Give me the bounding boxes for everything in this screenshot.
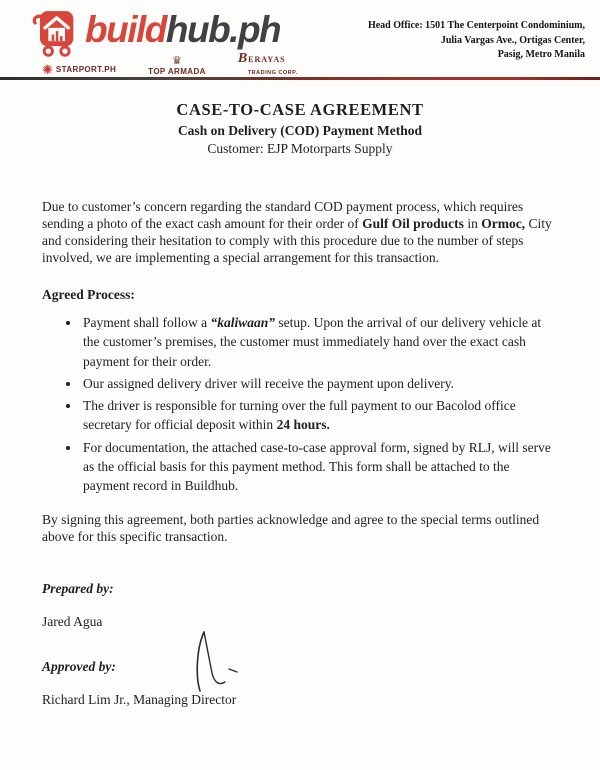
document-subtitle: Cash on Delivery (COD) Payment Method (177, 123, 423, 138)
head-office-address (368, 19, 585, 76)
prepared-by-label: Prepared by: (42, 580, 114, 596)
partner-top-armada (148, 56, 206, 76)
partner-label: STARPORT.PH (55, 65, 117, 74)
partner-starport (42, 63, 116, 76)
address-line: Head Office: 1501 The Centerpoint Condominium, (367, 20, 585, 31)
title-block (0, 100, 600, 157)
cart-house-icon (30, 6, 80, 58)
prepared-by-block (42, 581, 558, 630)
brand-logotype (85, 8, 281, 54)
prepared-by-name: Jared Agua (42, 613, 103, 629)
brand-area (30, 6, 298, 76)
closing-paragraph: By signing this agreement, both parties acknowledge and agree to the special terms outlined above for this specific transaction. (42, 511, 540, 544)
address-line: Pasig, Metro Manila (497, 49, 585, 60)
partner-logos-row (42, 52, 298, 76)
partner-sublabel: TRADING CORP. (247, 70, 298, 76)
brand-name-secondary: hub.ph (165, 8, 281, 50)
approved-by-block (42, 659, 558, 708)
monogram-b-icon: BERAYAS (237, 51, 286, 66)
address-line: Julia Vargas Ave., Ortigas Center, (440, 34, 585, 46)
partner-berayas (238, 51, 298, 76)
crown-icon: ♛ (172, 55, 182, 67)
approved-by-label: Approved by: (42, 658, 116, 674)
approved-by-name: Richard Lim Jr., Managing Director (42, 691, 237, 707)
bullet-item-documentation: • For documentation, the attached case-to-case approval form, signed by RLJ, will serve as the official basis for this payment method. This form shall be attached to the payment record in Buildhub. (81, 438, 558, 496)
starburst-icon: ✺ (42, 62, 53, 77)
bullet-item-payment-kaliwaan: • Payment shall follow a “kaliwaan” setup. Upon the arrival of our delivery vehicle at the customer’s premises, the customer must immediately hand over the exact cash payment for their order. (81, 313, 558, 371)
bullet-item-deposit-24-hours: • The driver is responsible for turning over the full payment to our Bacolod office secretary for official deposit within 24 hours. (81, 396, 558, 435)
document-header (0, 0, 600, 76)
header-divider-rule (0, 77, 600, 80)
agreed-process-list (42, 313, 558, 496)
signature-scribble (192, 629, 244, 695)
bullet-item-driver-receives: • Our assigned delivery driver will receive the payment upon delivery. (81, 374, 558, 393)
agreed-process-heading: Agreed Process: (42, 287, 135, 302)
document-title: CASE-TO-CASE AGREEMENT (176, 100, 424, 119)
document-body (0, 198, 600, 708)
brand-name-primary: build (85, 8, 166, 50)
customer-line: Customer: EJP Motorparts Supply (207, 141, 393, 156)
intro-paragraph: Due to customer’s concern regarding the standard COD payment process, which requires sending a photo of the exact cash amount for their order of Gulf Oil products in Ormoc, City and considering their hesitation to comply with this procedure due to the number of steps involved, we are implementing a special arrangement for this transaction. (42, 199, 552, 265)
partner-label: TOP ARMADA (148, 67, 206, 76)
